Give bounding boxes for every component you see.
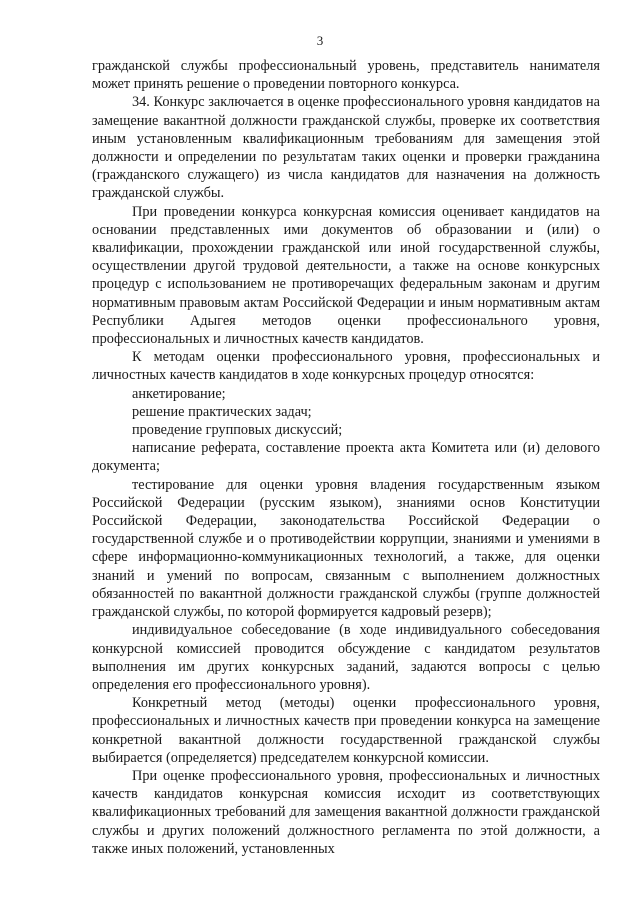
document-body — [92, 57, 600, 858]
paragraph-evaluation-basis: При проведении конкурса конкурсная комиссия оценивает кандидатов на основании представленных ими документов об образовании и (или) о квалификации, прохождении гражданской или иной государственной службы, осуществлении другой трудовой деятельности, а также на основе конкурсных процедур с использованием не противоречащих федеральным законам и другим нормативным правовым актам Российской Федерации и иным нормативным актам Республики Адыгея методов оценки профессионального уровня, профессиональных и личностных качеств кандидатов. — [92, 203, 600, 348]
paragraph-clause-34: 34. Конкурс заключается в оценке профессионального уровня кандидатов на замещение вакантной должности гражданской службы, проверке их соответствия иным установленным квалификационным требованиям для замещения этой должности и определении по результатам таких оценки и проверки гражданина (гражданского служащего) из числа кандидатов для назначения на должность гражданской службы. — [92, 94, 600, 202]
paragraph-assessment-criteria: При оценке профессионального уровня, профессиональных и личностных качеств кандидатов конкурсная комиссия исходит из соответствующих квалификационных требований для замещения вакантной должности гражданской службы и других положений должностного регламента по этой должности, а также иных положений, установленных — [92, 767, 600, 857]
list-item-practical-tasks: решение практических задач; — [132, 403, 312, 420]
list-item-interview: индивидуальное собеседование (в ходе индивидуального собеседования конкурсной комиссией проводится обсуждение с кандидатом результатов выполнения им других конкурсных заданий, задаются вопросы с целью определения его профессионального уровня). — [92, 622, 600, 693]
paragraph-methods-intro: К методам оценки профессионального уровня, профессиональных и личностных качеств кандидатов в ходе конкурсных процедур относятся: — [92, 349, 600, 384]
list-item-testing: тестирование для оценки уровня владения государственным языком Российской Федерации (русским языком), знаниями основ Конституции Российской Федерации, законодательства Российской Федерации о государственной службе и о противодействии коррупции, знаниями и умениями в сфере информационно-коммуникационных технологий, а также, для оценки знаний и умений по вопросам, связанным с выполнением должностных обязанностей по вакантной должности гражданской службы (группе должностей гражданской службы, по которой формируется кадровый резерв); — [92, 476, 600, 621]
paragraph-continuation: гражданской службы профессиональный уровень, представитель нанимателя может принять решение о проведении повторного конкурса. — [92, 58, 600, 93]
list-item-essay: написание реферата, составление проекта акта Комитета или (и) делового документа; — [92, 440, 600, 475]
list-item-questionnaire: анкетирование; — [132, 385, 226, 402]
paragraph-method-selection: Конкретный метод (методы) оценки профессионального уровня, профессиональных и личностных качеств при проведении конкурса на замещение конкретной вакантной должности государственной гражданской службы выбирается (определяется) председателем конкурсной комиссии. — [92, 695, 600, 766]
list-item-group-discussions: проведение групповых дискуссий; — [132, 422, 343, 439]
page-number: 3 — [316, 33, 324, 48]
